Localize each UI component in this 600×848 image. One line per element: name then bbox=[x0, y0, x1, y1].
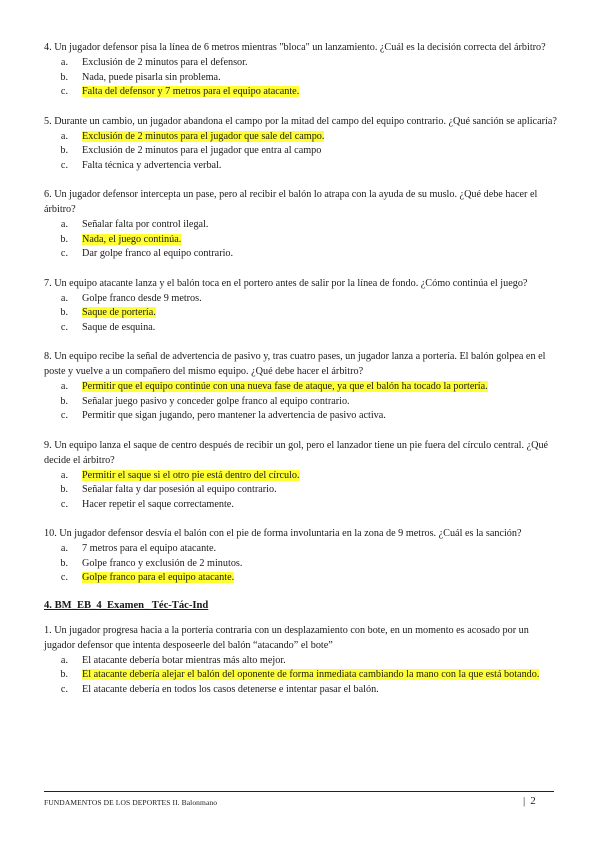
footer-separator: | bbox=[523, 795, 526, 807]
option-text-wrap bbox=[82, 144, 558, 159]
option-text-wrap bbox=[82, 159, 558, 174]
question bbox=[44, 40, 558, 100]
correct-answer-text: El atacante debería alejar el balón del oponente de forma inmediata cambiando la mano con la que está botando. bbox=[82, 669, 540, 680]
option-text: Saque de esquina. bbox=[82, 321, 156, 333]
question-text: 4. Un jugador defensor pisa la línea de 6 metros mientras "bloca" un lanzamiento. ¿Cuál es la decisión correcta del árbitro? bbox=[44, 42, 546, 53]
answer-options bbox=[44, 654, 558, 698]
option-letter: b. bbox=[60, 557, 68, 569]
answer-option bbox=[44, 668, 558, 683]
footer-page-number bbox=[523, 795, 536, 807]
option-text-wrap bbox=[82, 130, 558, 145]
section-question-list bbox=[44, 623, 558, 698]
answer-options bbox=[44, 56, 558, 100]
answer-option bbox=[44, 557, 558, 572]
answer-option bbox=[44, 483, 558, 498]
answer-options bbox=[44, 218, 558, 262]
answer-option bbox=[44, 395, 558, 410]
option-letter: c. bbox=[60, 410, 68, 421]
option-letter: b. bbox=[60, 484, 68, 495]
option-text-wrap bbox=[82, 409, 558, 424]
answer-option bbox=[44, 71, 558, 86]
option-text-wrap bbox=[82, 306, 558, 321]
option-text: Permitir que sigan jugando, pero mantener la advertencia de pasivo activa. bbox=[82, 410, 386, 421]
answer-option bbox=[44, 56, 558, 71]
option-letter: a. bbox=[60, 654, 68, 666]
correct-answer-text: Permitir el saque si el otro pie está dentro del círculo. bbox=[82, 469, 300, 481]
page-number: 2 bbox=[530, 795, 536, 807]
answer-option bbox=[44, 683, 558, 698]
option-letter: b. bbox=[60, 233, 68, 245]
correct-answer-text: Falta del defensor y 7 metros para el equipo atacante. bbox=[82, 86, 300, 97]
option-text-wrap bbox=[82, 498, 558, 513]
footer-divider bbox=[44, 791, 554, 792]
option-text-wrap bbox=[82, 85, 558, 100]
question bbox=[44, 187, 558, 262]
option-letter: a. bbox=[60, 219, 68, 230]
answer-option bbox=[44, 654, 558, 669]
answer-options bbox=[44, 469, 558, 513]
question-text: 7. Un equipo atacante lanza y el balón toca en el portero antes de salir por la línea de fondo. ¿Cómo continúa el juego? bbox=[44, 277, 528, 289]
option-letter: a. bbox=[60, 292, 68, 304]
option-text: Golpe franco desde 9 metros. bbox=[82, 292, 202, 304]
option-text-wrap bbox=[82, 654, 558, 669]
option-text-wrap bbox=[82, 71, 558, 86]
answer-option bbox=[44, 409, 558, 424]
option-letter: a. bbox=[60, 469, 68, 481]
question bbox=[44, 526, 558, 586]
option-text-wrap bbox=[82, 683, 558, 698]
answer-option bbox=[44, 306, 558, 321]
option-text: Nada, puede pisarla sin problema. bbox=[82, 71, 221, 83]
option-letter: a. bbox=[60, 130, 68, 142]
answer-options bbox=[44, 380, 558, 424]
section-title: 4. BM_EB_4_Examen_ Téc-Tác-Ind bbox=[44, 599, 209, 611]
option-text-wrap bbox=[82, 247, 558, 262]
question bbox=[44, 623, 558, 698]
option-text-wrap bbox=[82, 218, 558, 233]
option-text-wrap bbox=[82, 321, 558, 336]
question-list bbox=[44, 40, 558, 586]
answer-option bbox=[44, 571, 558, 586]
question-text: 9. Un equipo lanza el saque de centro después de recibir un gol, pero el lanzador tiene un pie fuera del círculo central. ¿Qué decide el árbitro? bbox=[44, 439, 549, 466]
answer-option bbox=[44, 247, 558, 262]
correct-answer-text: Golpe franco para el equipo atacante. bbox=[82, 572, 235, 583]
question-text: 5. Durante un cambio, un jugador abandona el campo por la mitad del campo del equipo contrario. ¿Qué sanción se aplicaría? bbox=[44, 115, 557, 127]
option-text: El atacante debería en todos los casos detenerse e intentar pasar el balón. bbox=[82, 683, 379, 695]
answer-option bbox=[44, 498, 558, 513]
option-text: Dar golpe franco al equipo contrario. bbox=[82, 248, 234, 259]
correct-answer-text: Saque de portería. bbox=[82, 307, 156, 318]
answer-option bbox=[44, 130, 558, 145]
option-letter: a. bbox=[60, 57, 68, 68]
option-text-wrap bbox=[82, 483, 558, 498]
option-text-wrap bbox=[82, 668, 558, 683]
option-text-wrap bbox=[82, 542, 558, 557]
option-text: Hacer repetir el saque correctamente. bbox=[82, 498, 234, 510]
option-letter: c. bbox=[60, 159, 68, 171]
option-text: Exclusión de 2 minutos para el defensor. bbox=[82, 57, 248, 68]
answer-option bbox=[44, 469, 558, 484]
page-content bbox=[44, 40, 558, 711]
option-letter: c. bbox=[60, 248, 68, 259]
option-letter: a. bbox=[60, 381, 68, 392]
option-text: 7 metros para el equipo atacante. bbox=[82, 543, 217, 554]
option-letter: b. bbox=[60, 669, 68, 680]
option-letter: b. bbox=[60, 71, 68, 83]
option-text-wrap bbox=[82, 233, 558, 248]
correct-answer-text: Nada, el juego continúa. bbox=[82, 233, 182, 245]
option-letter: c. bbox=[60, 683, 68, 695]
option-text: Golpe franco y exclusión de 2 minutos. bbox=[82, 557, 243, 569]
option-text: Señalar juego pasivo y conceder golpe franco al equipo contrario. bbox=[82, 395, 350, 407]
answer-options bbox=[44, 130, 558, 174]
answer-options bbox=[44, 542, 558, 586]
option-letter: c. bbox=[60, 572, 68, 583]
answer-options bbox=[44, 292, 558, 336]
correct-answer-text: Permitir que el equipo continúe con una nueva fase de ataque, ya que el balón ha tocado la portería. bbox=[82, 381, 488, 392]
answer-option bbox=[44, 144, 558, 159]
answer-option bbox=[44, 321, 558, 336]
question bbox=[44, 276, 558, 336]
answer-option bbox=[44, 159, 558, 174]
option-text-wrap bbox=[82, 380, 558, 395]
question-text: 8. Un equipo recibe la señal de advertencia de pasivo y, tras cuatro pases, un jugador lanza a portería. El balón golpea en el poste y vuelve a un compañero del mismo equipo. ¿Qué debe hacer el árbitro? bbox=[44, 351, 546, 377]
option-text-wrap bbox=[82, 56, 558, 71]
option-letter: a. bbox=[60, 543, 68, 554]
answer-option bbox=[44, 380, 558, 395]
option-text-wrap bbox=[82, 292, 558, 307]
question bbox=[44, 114, 558, 174]
option-text-wrap bbox=[82, 469, 558, 484]
option-letter: b. bbox=[60, 145, 68, 156]
question-text: 10. Un jugador defensor desvía el balón con el pie de forma involuntaria en la zona de 9 metros. ¿Cuál es la sanción? bbox=[44, 528, 522, 539]
option-text: Señalar falta y dar posesión al equipo contrario. bbox=[82, 484, 277, 495]
question bbox=[44, 349, 558, 424]
option-letter: b. bbox=[60, 307, 68, 318]
answer-option bbox=[44, 542, 558, 557]
footer-course-title: FUNDAMENTOS DE LOS DEPORTES II. Balonmano bbox=[44, 798, 218, 807]
option-text: El atacante debería botar mientras más alto mejor. bbox=[82, 654, 286, 666]
option-text: Falta técnica y advertencia verbal. bbox=[82, 159, 222, 171]
option-text: Exclusión de 2 minutos para el jugador que entra al campo bbox=[82, 145, 322, 156]
option-text-wrap bbox=[82, 571, 558, 586]
correct-answer-text: Exclusión de 2 minutos para el jugador que sale del campo. bbox=[82, 130, 325, 142]
option-text: Señalar falta por control ilegal. bbox=[82, 219, 209, 230]
option-text-wrap bbox=[82, 557, 558, 572]
option-text-wrap bbox=[82, 395, 558, 410]
option-letter: c. bbox=[60, 498, 68, 510]
option-letter: b. bbox=[60, 395, 68, 407]
answer-option bbox=[44, 85, 558, 100]
question-text: 1. Un jugador progresa hacia a la portería contraria con un desplazamiento con bote, en un momento es acosado por un jugador defensor que intenta desposeerle del balón “atacando” el bote” bbox=[44, 624, 529, 651]
option-letter: c. bbox=[60, 86, 68, 97]
question-text: 6. Un jugador defensor intercepta un pase, pero al recibir el balón lo atrapa con la ayuda de su muslo. ¿Qué debe hacer el árbitro? bbox=[44, 189, 538, 215]
option-letter: c. bbox=[60, 321, 68, 333]
answer-option bbox=[44, 218, 558, 233]
question bbox=[44, 438, 558, 513]
answer-option bbox=[44, 233, 558, 248]
answer-option bbox=[44, 292, 558, 307]
